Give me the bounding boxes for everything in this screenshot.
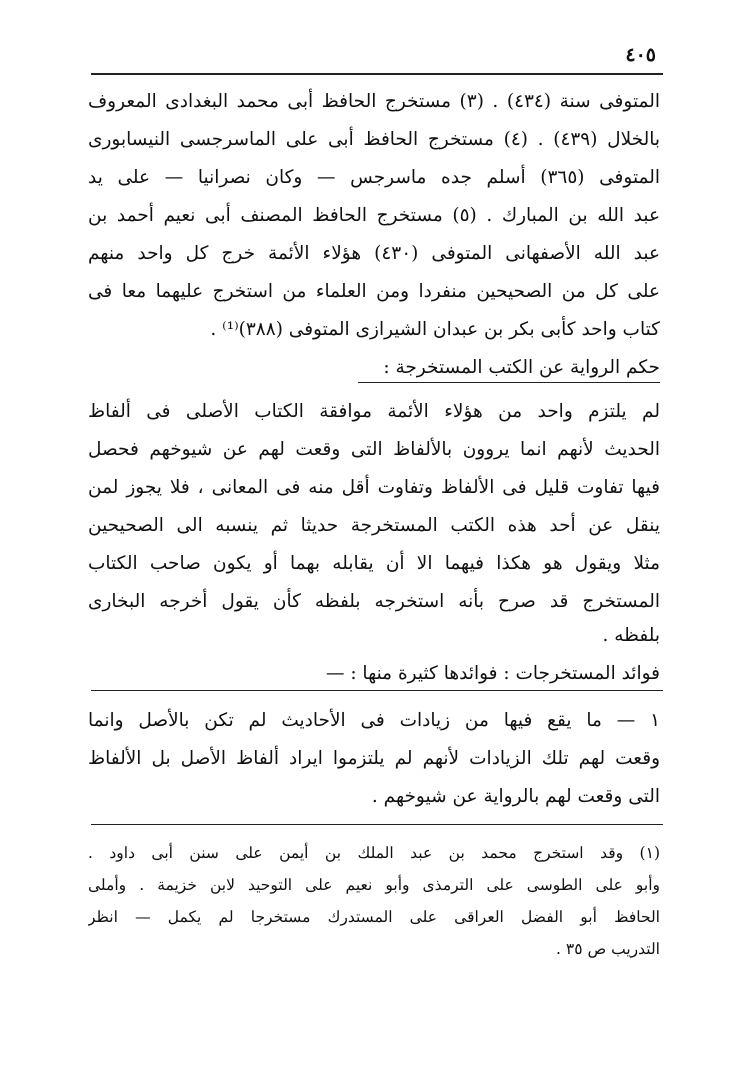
page-number: ٤٠٥ [625, 44, 656, 66]
text-line: المتوفى (٣٦٥) أسلم جده ماسرجس — وكان نصرانيا — على يد [88, 167, 660, 188]
footnote-line: (١) وقد استخرج محمد بن عبد الملك بن أيمن على سنن أبى داود . [88, 844, 660, 862]
text-line: مثلا ويقول هو هكذا فيهما الا أن يقابله بهما أو يكون صاحب الكتاب [88, 553, 660, 574]
text-line: المتوفى سنة (٤٣٤) . (٣) مستخرج الحافظ أبى محمد البغدادى المعروف [88, 91, 660, 112]
text-line: ينقل عن أحد هذه الكتب المستخرجة حديثا ثم ينسبه الى الصحيحين [88, 515, 660, 536]
text-line: ١ — ما يقع فيها من زيادات فى الأحاديث لم تكن بالأصل وانما [88, 710, 660, 731]
text-line: بلفظه . [602, 625, 660, 646]
footnote-line: التدريب ص ٣٥ . [556, 940, 660, 958]
section-heading: حكم الرواية عن الكتب المستخرجة : [383, 357, 660, 378]
heading-underline [358, 382, 660, 383]
text-line: التى وقعت لهم بالرواية عن شيوخهم . [371, 786, 660, 807]
text-line: عبد الله الأصفهانى المتوفى (٤٣٠) هؤلاء الأئمة خرج كل واحد منهم [88, 243, 660, 264]
footnote-line: وأبو على الطوسى على الترمذى وأبو نعيم على التوحيد لابن خزيمة . وأملى [88, 876, 660, 894]
header-rule [91, 73, 663, 75]
text-line: الحديث لأنهم انما يروون بالألفاظ التى وقعت لهم عن شيوخهم فحصل [88, 439, 660, 460]
text-line: المستخرج قد صرح بأنه استخرجه بلفظه كأن يقول أخرجه البخارى [88, 591, 660, 612]
text-line: لم يلتزم واحد من هؤلاء الأئمة موافقة الكتاب الأصلى فى ألفاظ [88, 401, 660, 422]
text-line: كتاب واحد كأبى بكر بن عبدان الشيرازى المتوفى (٣٨٨)⁽¹⁾ . [210, 319, 660, 340]
text-line: عبد الله بن المبارك . (٥) مستخرج الحافظ المصنف أبى نعيم أحمد بن [88, 205, 660, 226]
text-line: بالخلال (٤٣٩) . (٤) مستخرج الحافظ أبى على الماسرجسى النيسابورى [88, 129, 660, 150]
footnote-rule [91, 824, 663, 825]
text-line: فيها تفاوت قليل فى الألفاظ وتفاوت أقل منه فى المعانى ، فلا يجوز لمن [88, 477, 660, 498]
text-line: على كل من الصحيحين منفردا ومن العلماء من استخرج عليهما معا فى [88, 281, 660, 302]
text-line: وقعت لهم تلك الزيادات لأنهم لم يلتزموا ايراد ألفاظ الأصل بل الألفاظ [88, 748, 660, 769]
footnote-line: الحافظ أبو الفضل العراقى على المستدرك مستخرجا لم يكمل — انظر [88, 908, 660, 926]
section-heading: فوائد المستخرجات : فوائدها كثيرة منها : — [325, 663, 660, 684]
heading-underline [91, 690, 663, 691]
